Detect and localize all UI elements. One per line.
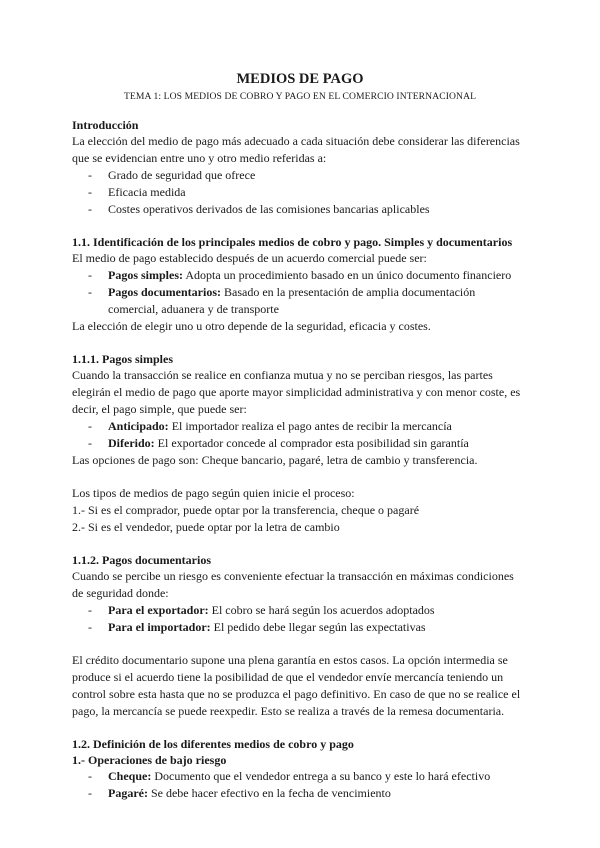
type-1: 1.- Si es el comprador, puede optar por la transferencia, cheque o pagaré bbox=[72, 503, 420, 517]
list-item: - Anticipado: El importador realiza el pago antes de recibir la mercancía bbox=[88, 419, 452, 433]
section-1-1-2-text: Cuando se percibe un riesgo es conveniente efectuar la transacción en máximas condiciones de seguridad donde: bbox=[72, 569, 514, 600]
section-1-1-heading: 1.1. Identificación de los principales medios de cobro y pago. Simples y documentarios bbox=[72, 235, 513, 249]
intro-heading: Introducción bbox=[72, 118, 139, 132]
document-title: MEDIOS DE PAGO bbox=[236, 71, 364, 87]
intro-text: La elección del medio de pago más adecuado a cada situación debe considerar las diferencias que se evidencian entre uno y otro medio referidas a: bbox=[72, 134, 520, 165]
section-1-1-closing: La elección de elegir uno u otro depende de la seguridad, eficacia y costes. bbox=[72, 319, 431, 333]
section-1-1-1-list bbox=[72, 418, 528, 452]
list-item: - Para el exportador: El cobro se hará según los acuerdos adoptados bbox=[88, 603, 435, 617]
section-1-2-heading: 1.2. Definición de los diferentes medios de cobro y pago bbox=[72, 737, 354, 751]
section-1-2-list bbox=[72, 768, 528, 802]
section-1-1-text: El medio de pago establecido después de un acuerdo comercial puede ser: bbox=[72, 251, 427, 265]
list-item: - Diferido: El exportador concede al comprador esta posibilidad sin garantía bbox=[88, 436, 469, 450]
list-item: - Pagaré: Se debe hacer efectivo en la fecha de vencimiento bbox=[88, 786, 391, 800]
section-1-1-1-text: Cuando la transacción se realice en confianza mutua y no se perciban riesgos, las partes elegirán el medio de pago que aporte mayor simplicidad administrativa y con menor coste, es decir, el pago simple, que puede ser: bbox=[72, 368, 521, 416]
section-1-1-2-heading: 1.1.2. Pagos documentarios bbox=[72, 553, 211, 567]
list-item: - Costes operativos derivados de las comisiones bancarias aplicables bbox=[88, 202, 430, 216]
section-1-1-list bbox=[72, 267, 528, 318]
types-intro: Los tipos de medios de pago según quien inicie el proceso: bbox=[72, 486, 355, 500]
list-item: - Pagos simples: Adopta un procedimiento basado en un único documento financiero bbox=[88, 268, 512, 282]
section-1-1-1-heading: 1.1.1. Pagos simples bbox=[72, 352, 174, 366]
section-1-1-2-paragraph: El crédito documentario supone una plena garantía en estos casos. La opción intermedia se produce si el acuerdo tiene la posibilidad de que el vendedor envíe mercancía teniendo un control sobre esta hasta que no se produzca el pago definitivo. En caso de que no se realice el pago, la mercancía se puede reexpedir. Esto se realiza a través de la remesa documentaria. bbox=[72, 653, 521, 718]
section-1-1-1-options: Las opciones de pago son: Cheque bancario, pagaré, letra de cambio y transferencia. bbox=[72, 453, 478, 467]
list-item: - Pagos documentarios: Basado en la presentación de amplia documentación comercial, aduanera y de transporte bbox=[88, 285, 476, 316]
section-1-1-2-list bbox=[72, 602, 528, 636]
list-item: - Eficacia medida bbox=[88, 185, 186, 199]
intro-list bbox=[72, 167, 528, 218]
type-2: 2.- Si es el vendedor, puede optar por la letra de cambio bbox=[72, 520, 340, 534]
list-item: - Grado de seguridad que ofrece bbox=[88, 168, 256, 182]
list-item: - Cheque: Documento que el vendedor entrega a su banco y este lo hará efectivo bbox=[88, 769, 491, 783]
list-item: - Para el importador: El pedido debe llegar según las expectativas bbox=[88, 620, 426, 634]
section-1-2-subheading: 1.- Operaciones de bajo riesgo bbox=[72, 753, 227, 767]
document-page bbox=[72, 70, 528, 802]
document-subtitle: TEMA 1: LOS MEDIOS DE COBRO Y PAGO EN EL COMERCIO INTERNACIONAL bbox=[123, 91, 477, 102]
